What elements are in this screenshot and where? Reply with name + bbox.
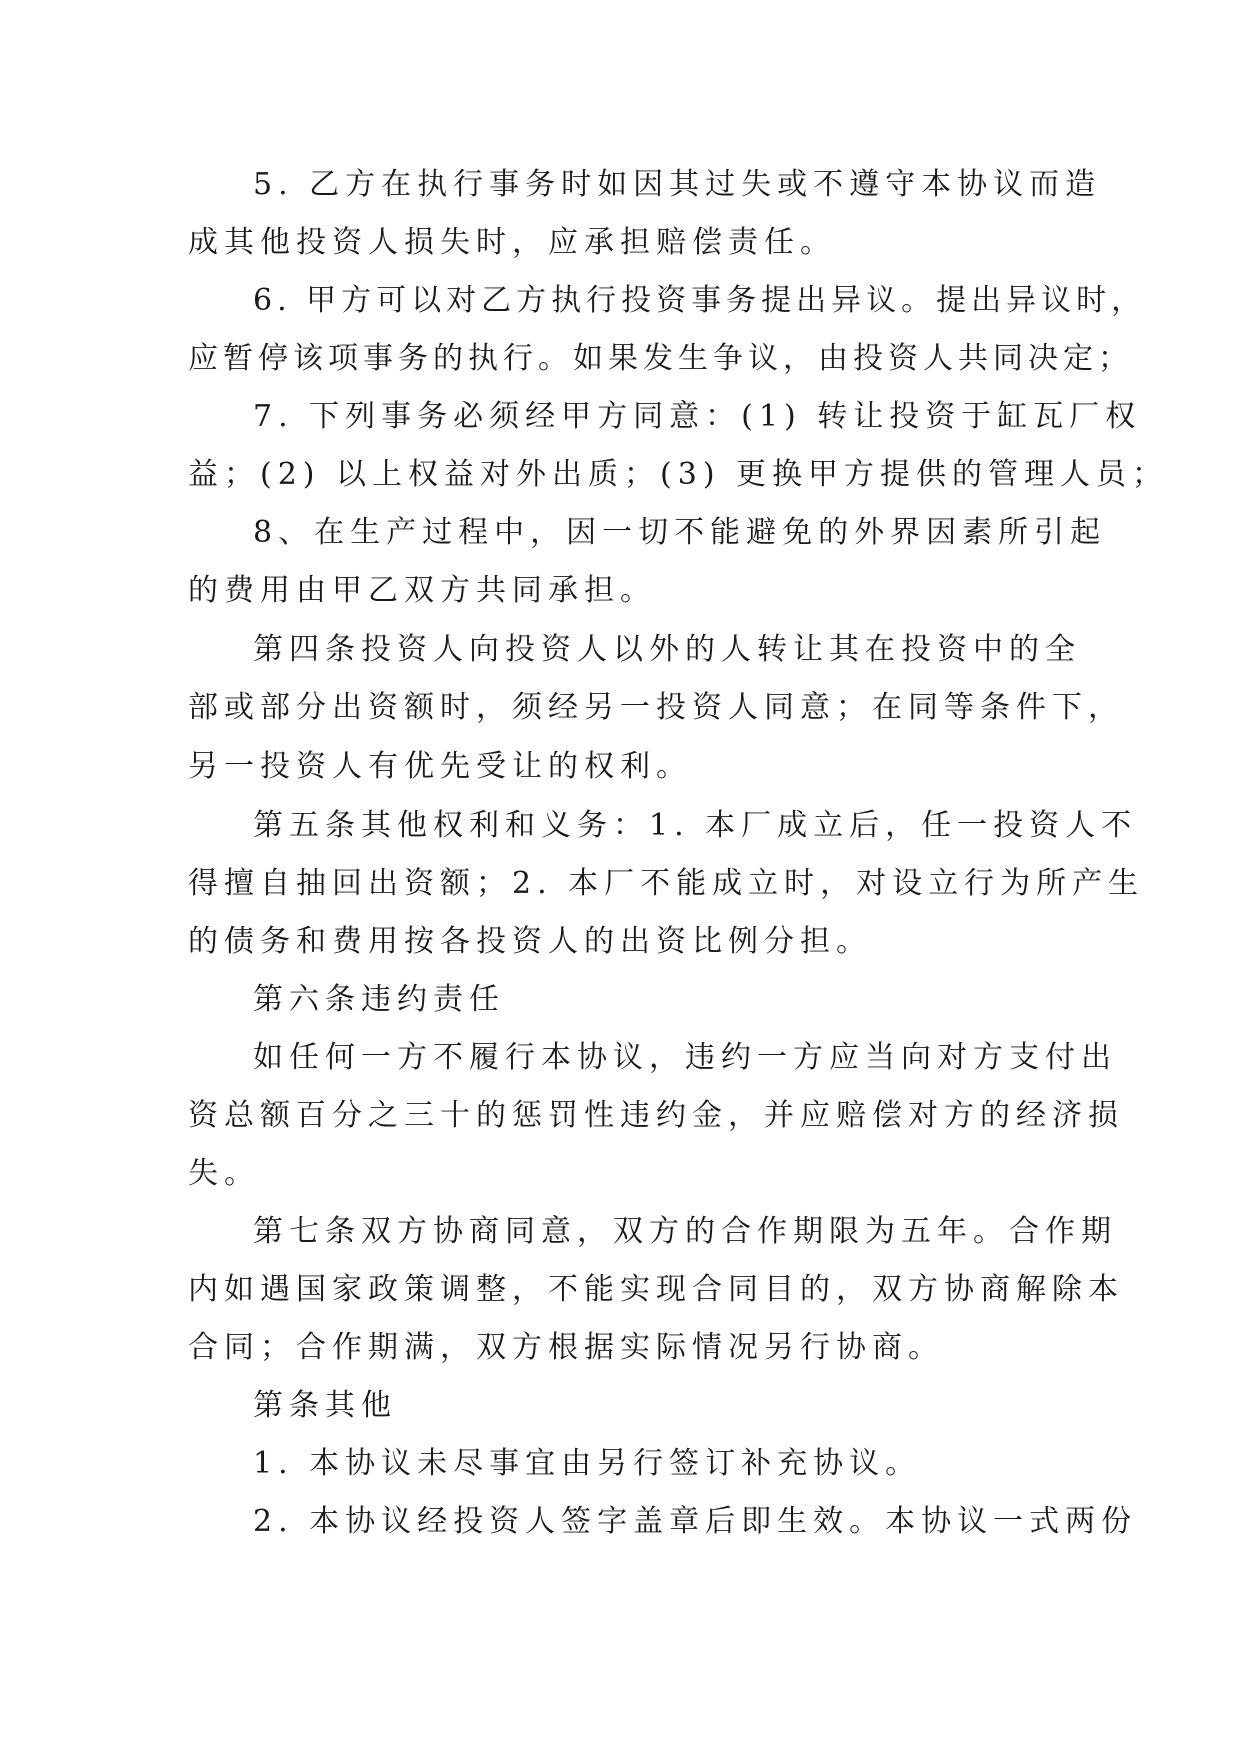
text-line: 8、在生产过程中，因一切不能避免的外界因素所引起	[253, 515, 1107, 550]
text-line: 得擅自抽回出资额；2. 本厂不能成立时，对设立行为所产生	[188, 866, 1145, 901]
section-heading: 第条其他	[253, 1388, 397, 1423]
text-line: 7. 下列事务必须经甲方同意：(1) 转让投资于缸瓦厂权	[253, 399, 1142, 434]
text-line: 应暂停该项事务的执行。如果发生争议，由投资人共同决定；	[188, 341, 1133, 376]
text-line: 另一投资人有优先受让的权利。	[188, 749, 692, 784]
text-line: 成其他投资人损失时，应承担赔偿责任。	[188, 225, 836, 260]
text-line: 如任何一方不履行本协议，违约一方应当向对方支付出	[253, 1040, 1117, 1075]
text-line: 第七条双方协商同意，双方的合作期限为五年。合作期	[253, 1214, 1117, 1249]
text-line: 第五条其他权利和义务：1. 本厂成立后，任一投资人不	[253, 808, 1138, 843]
text-line: 失。	[188, 1156, 260, 1191]
text-line: 的费用由甲乙双方共同承担。	[188, 573, 656, 608]
text-line: 5. 乙方在执行事务时如因其过失或不遵守本协议而造	[253, 167, 1102, 202]
text-line: 内如遇国家政策调整，不能实现合同目的，双方协商解除本	[188, 1272, 1124, 1307]
text-line: 的债务和费用按各投资人的出资比例分担。	[188, 924, 872, 959]
text-line: 合同；合作期满，双方根据实际情况另行协商。	[188, 1330, 944, 1365]
text-line: 第四条投资人向投资人以外的人转让其在投资中的全	[253, 632, 1081, 667]
section-heading: 第六条违约责任	[253, 982, 505, 1017]
text-line: 益；(2) 以上权益对外出质；(3) 更换甲方提供的管理人员；	[188, 457, 1169, 492]
text-line: 部或部分出资额时，须经另一投资人同意；在同等条件下，	[188, 690, 1124, 725]
text-line: 2. 本协议经投资人签字盖章后即生效。本协议一式两份	[253, 1504, 1138, 1539]
text-line: 1. 本协议未尽事宜由另行签订补充协议。	[253, 1446, 922, 1481]
text-line: 6. 甲方可以对乙方执行投资事务提出异议。提出异议时，	[253, 283, 1147, 318]
text-line: 资总额百分之三十的惩罚性违约金，并应赔偿对方的经济损	[188, 1098, 1124, 1133]
